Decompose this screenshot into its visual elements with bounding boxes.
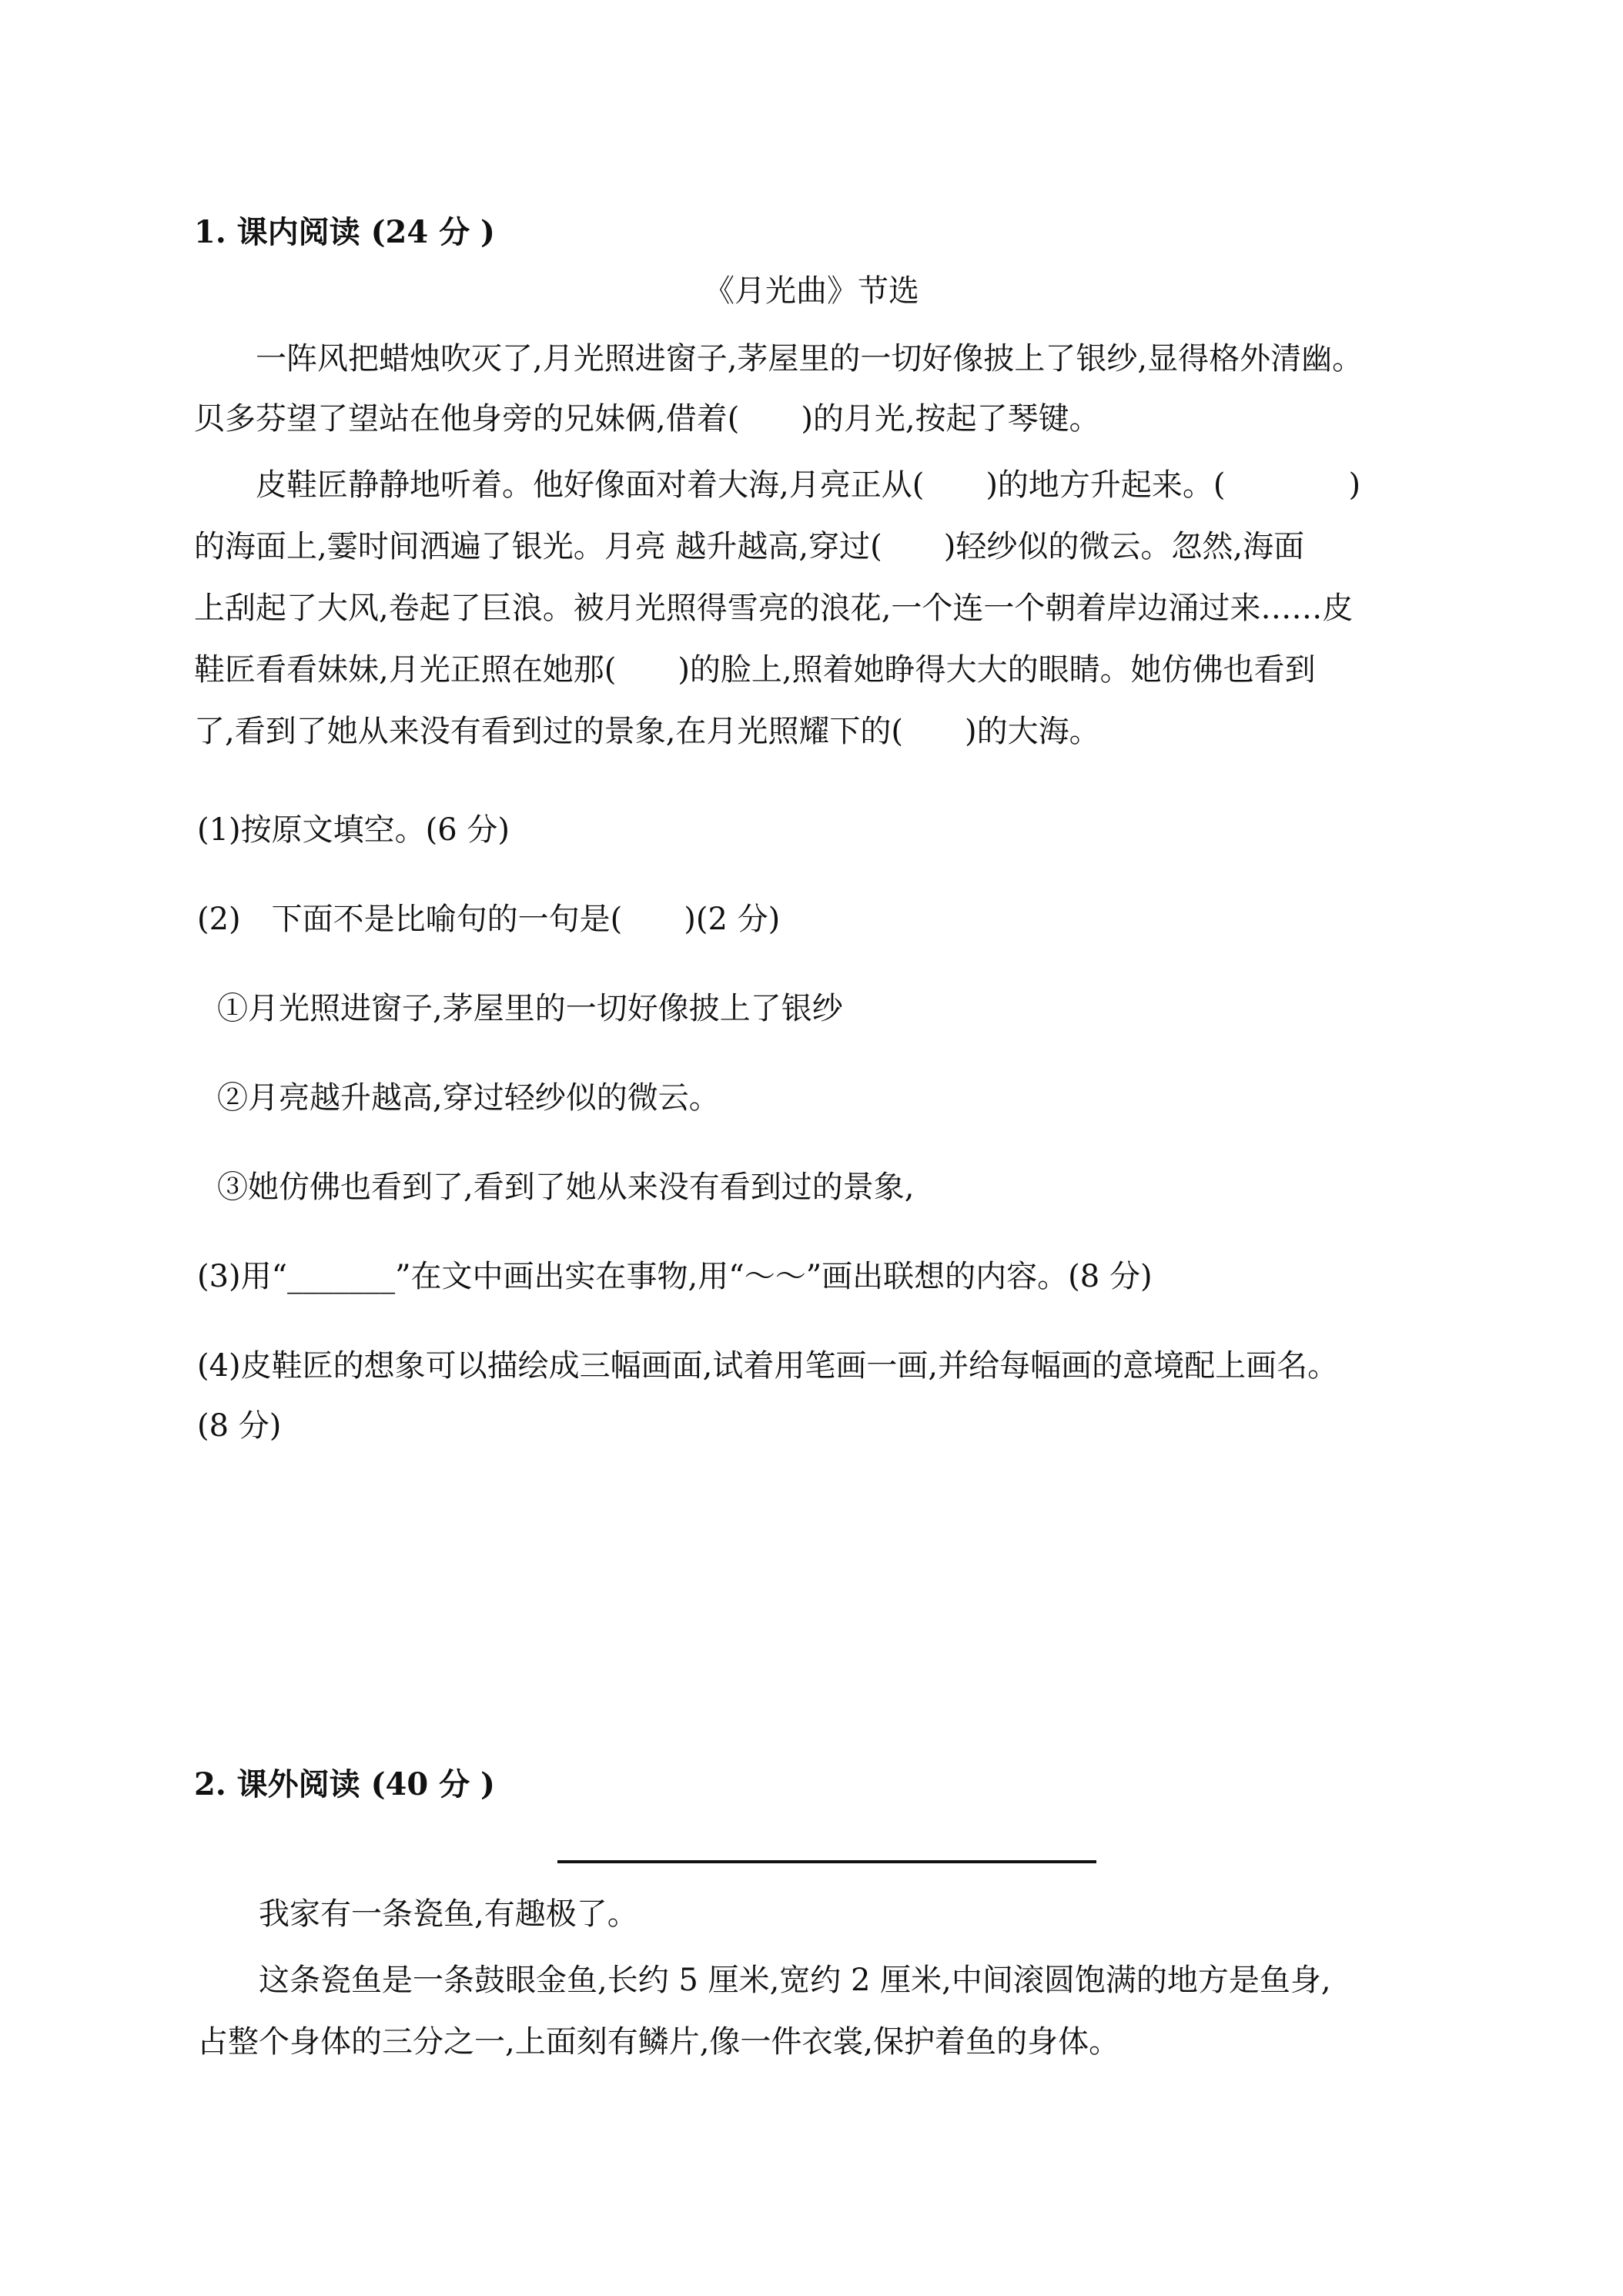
question-3: (3)用“_______”在文中画出实在事物,用“～～”画出联想的内容。(8 分) <box>197 1259 1153 1294</box>
passage-title: 《月光曲》节选 <box>704 273 919 309</box>
question-4-score: (8 分) <box>197 1408 282 1444</box>
paragraph-line: 我家有一条瓷鱼,有趣极了。 <box>259 1896 638 1932</box>
paragraph-line: 贝多芬望了望站在他身旁的兄妹俩,借着( )的月光,按起了琴键。 <box>194 401 1100 437</box>
paragraph-line: 了,看到了她从来没有看到过的景象,在月光照耀下的( )的大海。 <box>194 714 1100 749</box>
section-heading: 2. 课外阅读 (40 分 ) <box>194 1766 495 1802</box>
paragraph-line: 的海面上,霎时间洒遍了银光。月亮 越升越高,穿过( )轻纱似的微云。忽然,海面 <box>194 529 1305 564</box>
paragraph-line: 上刮起了大风,卷起了巨浪。被月光照得雪亮的浪花,一个连一个朝着岸边涌过来……皮 <box>194 591 1354 626</box>
paragraph-line: 占整个身体的三分之一,上面刻有鳞片,像一件衣裳,保护着鱼的身体。 <box>197 2024 1120 2060</box>
question-1: (1)按原文填空。(6 分) <box>197 812 510 848</box>
option-2: ②月亮越升越高,穿过轻纱似的微云。 <box>217 1080 720 1116</box>
section-heading: 1. 课内阅读 (24 分 ) <box>194 214 495 250</box>
paragraph-line: 皮鞋匠静静地听着。他好像面对着大海,月亮正从( )的地方升起来。( ) <box>256 467 1361 503</box>
question-4: (4)皮鞋匠的想象可以描绘成三幅画面,试着用笔画一画,并给每幅画的意境配上画名。 <box>197 1348 1339 1384</box>
option-3: ③她仿佛也看到了,看到了她从来没有看到过的景象, <box>217 1170 915 1205</box>
option-1: ①月光照进窗子,茅屋里的一切好像披上了银纱 <box>217 991 843 1026</box>
question-2: (2) 下面不是比喻句的一句是( )(2 分) <box>197 902 781 937</box>
paragraph-line: 这条瓷鱼是一条鼓眼金鱼,长约 5 厘米,宽约 2 厘米,中间滚圆饱满的地方是鱼身, <box>259 1963 1331 1998</box>
title-blank-line <box>557 1860 1096 1863</box>
paragraph-line: 鞋匠看看妹妹,月光正照在她那( )的脸上,照着她睁得大大的眼睛。她仿佛也看到 <box>194 652 1316 688</box>
paragraph-line: 一阵风把蜡烛吹灭了,月光照进窗子,茅屋里的一切好像披上了银纱,显得格外清幽。 <box>256 341 1364 377</box>
